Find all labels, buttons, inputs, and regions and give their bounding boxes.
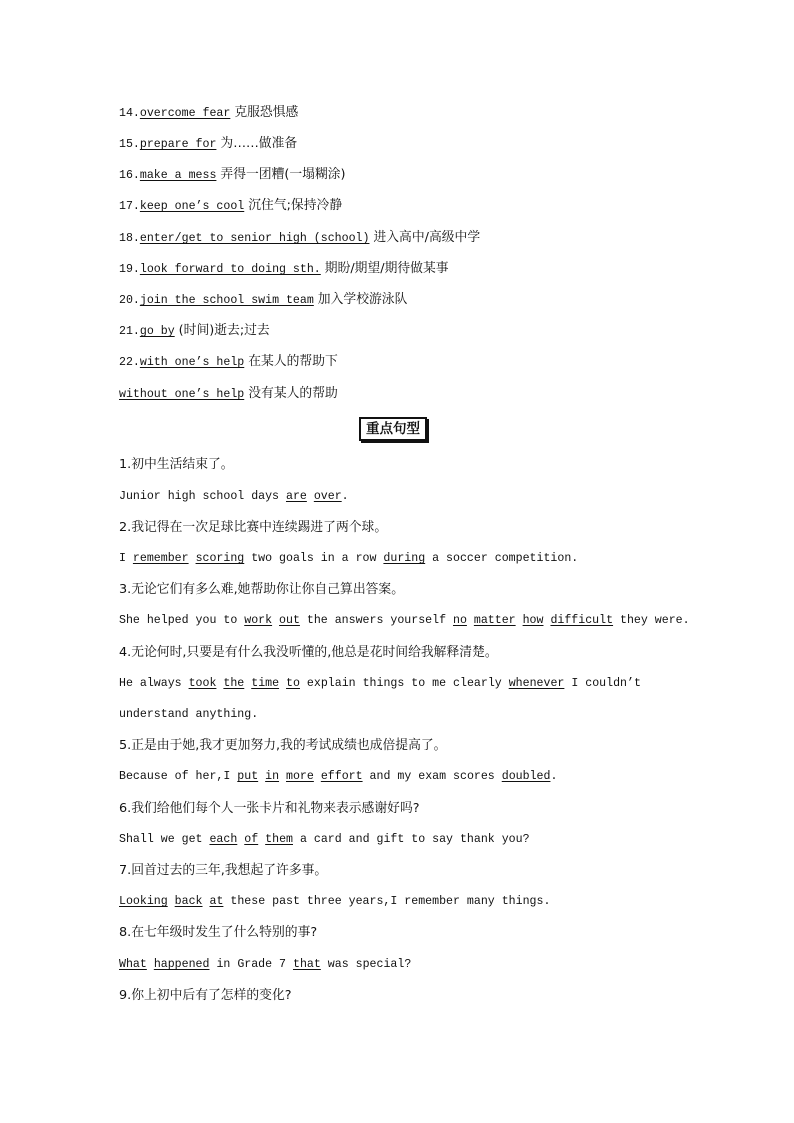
sentence-answer: What happened in Grade 7 that was special?	[119, 958, 412, 971]
phrase-answer: make a mess	[139, 169, 217, 182]
blank-answer: out	[279, 614, 300, 627]
blank-answer: work	[244, 614, 273, 627]
blank-answer: of	[244, 833, 259, 846]
sentence-prompt: 3.无论它们有多么难,她帮助你让你自己算出答案。	[119, 582, 405, 597]
vocab-item	[119, 322, 270, 340]
blank-answer: matter	[473, 614, 516, 627]
phrase-meaning: 弄得一团糟(一塌糊涂)	[220, 167, 346, 182]
phrase-meaning: 在某人的帮助下	[248, 354, 338, 369]
phrase-meaning: 加入学校游泳队	[317, 292, 408, 307]
blank-answer: whenever	[508, 677, 565, 690]
phrase-answer: without one’s help	[119, 388, 245, 401]
blank-answer: them	[265, 833, 293, 846]
phrase-answer: keep one’s cool	[139, 200, 245, 213]
blank-answer: to	[286, 677, 300, 690]
blank-answer: over	[313, 490, 342, 503]
phrase-meaning: 克服恐惧感	[234, 105, 299, 120]
blank-answer: in	[265, 770, 280, 783]
item-number: 22.	[119, 356, 140, 369]
blank-answer: at	[209, 895, 224, 908]
phrase-meaning: 期盼/期望/期待做某事	[324, 261, 449, 276]
blank-answer: What	[119, 958, 147, 971]
item-number: 21.	[119, 325, 140, 338]
vocab-item	[119, 166, 346, 184]
vocab-item	[119, 229, 480, 247]
phrase-meaning: 为……做准备	[220, 136, 298, 151]
vocab-item	[119, 197, 342, 215]
sentence-answer-continued: understand anything.	[119, 708, 259, 721]
phrase-answer: enter/get to senior high (school)	[139, 232, 370, 245]
blank-answer: difficult	[550, 614, 614, 627]
sentence-prompt: 8.在七年级时发生了什么特别的事?	[119, 925, 318, 940]
vocab-item	[119, 353, 338, 371]
sentence-prompt: 2.我记得在一次足球比赛中连续踢进了两个球。	[119, 520, 388, 535]
blank-answer: effort	[320, 770, 363, 783]
blank-answer: Looking	[119, 895, 168, 908]
vocab-item	[119, 291, 407, 309]
blank-answer: time	[251, 677, 280, 690]
sentence-answer: Because of her,I put in more effort and my exam scores doubled.	[119, 770, 558, 783]
blank-answer: doubled	[501, 770, 551, 783]
sentence-answer: Looking back at these past three years,I remember many things.	[119, 895, 551, 908]
item-number: 20.	[119, 294, 140, 307]
blank-answer: each	[209, 833, 238, 846]
blank-answer: scoring	[195, 552, 245, 565]
blank-answer: more	[286, 770, 314, 783]
item-number: 15.	[119, 138, 140, 151]
blank-answer: how	[522, 614, 544, 627]
blank-answer: put	[237, 770, 259, 783]
blank-answer: no	[452, 614, 467, 627]
blank-answer: that	[292, 958, 321, 971]
item-number: 17.	[119, 200, 140, 213]
phrase-answer: with one’s help	[139, 356, 245, 369]
item-number: 19.	[119, 263, 140, 276]
phrase-answer: join the school swim team	[139, 294, 314, 307]
phrase-answer: look forward to doing sth.	[139, 263, 321, 276]
sentence-prompt: 7.回首过去的三年,我想起了许多事。	[119, 863, 328, 878]
blank-answer: are	[285, 490, 307, 503]
blank-answer: the	[223, 677, 245, 690]
item-number: 16.	[119, 169, 140, 182]
blank-answer: took	[188, 677, 217, 690]
sentence-prompt: 1.初中生活结束了。	[119, 457, 234, 472]
sentence-prompt: 9.你上初中后有了怎样的变化?	[119, 988, 292, 1003]
blank-answer: remember	[132, 552, 189, 565]
item-number: 14.	[119, 107, 140, 120]
phrase-answer: go by	[139, 325, 175, 338]
blank-answer: happened	[153, 958, 210, 971]
phrase-meaning: 沉住气;保持冷静	[248, 198, 343, 213]
phrase-meaning: 进入高中/高级中学	[373, 230, 481, 245]
sentence-prompt: 5.正是由于她,我才更加努力,我的考试成绩也成倍提高了。	[119, 738, 447, 753]
sentence-answer: I remember scoring two goals in a row during a soccer competition.	[119, 552, 579, 565]
vocab-item	[119, 260, 449, 278]
phrase-answer: prepare for	[139, 138, 217, 151]
vocab-item	[119, 104, 298, 122]
vocab-item	[119, 135, 297, 153]
sentence-prompt: 4.无论何时,只要是有什么我没听懂的,他总是花时间给我解释清楚。	[119, 645, 498, 660]
sentence-answer: She helped you to work out the answers yourself no matter how difficult they were.	[119, 614, 690, 627]
sentence-prompt: 6.我们给他们每个人一张卡片和礼物来表示感谢好吗?	[119, 801, 420, 816]
blank-answer: during	[383, 552, 426, 565]
phrase-meaning: (时间)逝去;过去	[178, 323, 270, 338]
phrase-meaning: 没有某人的帮助	[248, 386, 338, 401]
sentence-answer: Junior high school days are over.	[119, 490, 349, 503]
phrase-answer: overcome fear	[139, 107, 231, 120]
item-number: 18.	[119, 232, 140, 245]
sentence-answer: Shall we get each of them a card and gift to say thank you?	[119, 833, 530, 846]
vocab-item	[119, 385, 338, 403]
sentence-answer: He always took the time to explain things to me clearly whenever I couldn’t	[119, 677, 641, 690]
blank-answer: back	[174, 895, 203, 908]
section-heading: 重点句型	[359, 417, 427, 441]
